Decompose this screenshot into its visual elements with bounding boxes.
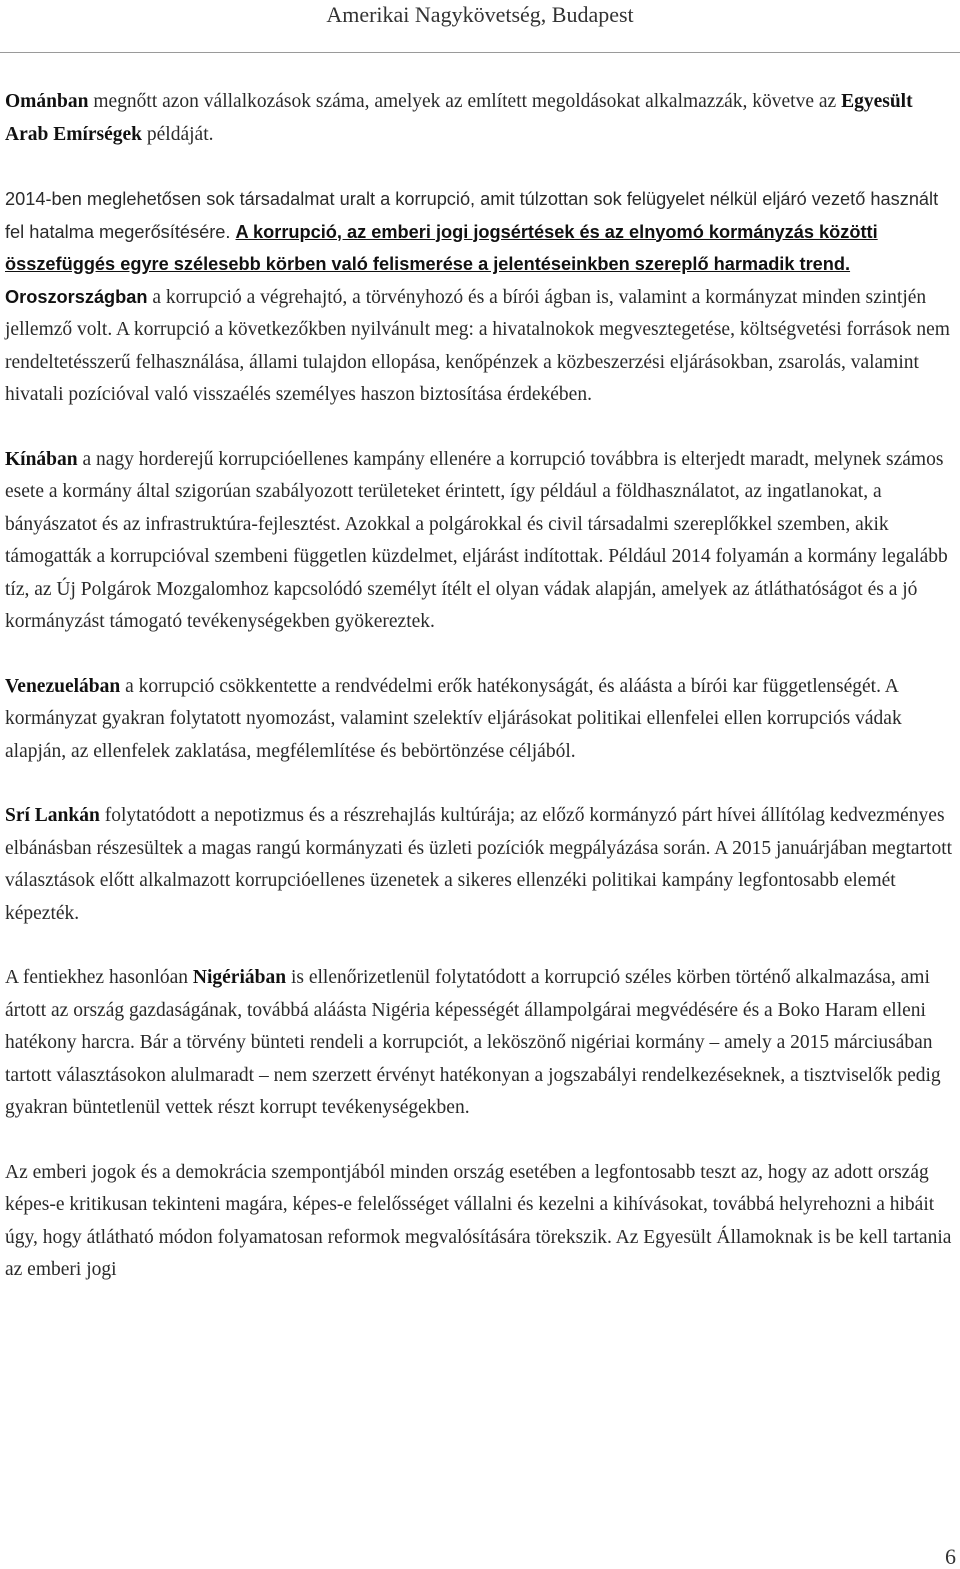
highlighted-trend: A korrupció, az emberi jogi jogsértések és az elnyomó kormányzás közötti összefüggés egyre szélesebb körben való felismerése a jelentéseinkben szereplő harmadik trend.: [5, 221, 878, 274]
paragraph-oman: [5, 86, 955, 151]
country-sri-lanka: Srí Lankán: [5, 805, 100, 826]
paragraph-text: a korrupció csökkentette a rendvédelmi erők hatékonyságát, és aláásta a bírói kar függetlenségét. A kormányzat gyakran folytatott nyomozást, valamint szelektív eljárásokat politikai ellenfelei ellen korrupciós vádak alapján, az ellenfelek zaklatása, megfélemlítése és bebörtönzése céljából.: [5, 675, 902, 762]
country-nigeria: Nigériában: [192, 967, 287, 988]
paragraph-conclusion: [5, 1157, 955, 1287]
paragraph-text: megnőtt azon vállalkozások száma, amelyek az említett megoldásokat alkalmazzák, követve az: [88, 91, 842, 112]
paragraph-text: a korrupció a végrehajtó, a törvényhozó és a bírói ágban is, valamint a kormányzat minden szintjén jellemző volt. A korrupció a következőkben nyilvánult meg: a hivatalnokok megvesztegetése, költségvetési források nem rendeltetésszerű felhasználása, állami tulajdon ellopása, kenőpénzek a közbeszerzési eljárásokban, zsarolás, valamint hivatali pozícióval való visszaélés személyes haszon biztosítása érdekében.: [5, 286, 950, 405]
running-header: Amerikai Nagykövetség, Budapest: [326, 2, 634, 27]
paragraph-russia: [5, 281, 955, 412]
paragraph-text: A fentiekhez hasonlóan: [5, 967, 193, 988]
document-body: [5, 86, 955, 1287]
paragraph-nigeria: [5, 962, 955, 1125]
country-venezuela: Venezuelában: [5, 675, 121, 697]
header-divider: [0, 52, 960, 53]
paragraph-text: 2014-ben meglehetősen sok társadalmat uralt a korrupció, amit túlzottan sok felügyelet nélkül eljáró vezető használt fel hatalma megerősítésére.: [5, 189, 939, 242]
page-number: 6: [945, 1544, 956, 1569]
paragraph-text: a nagy horderejű korrupcióellenes kampány ellenére a korrupció továbbra is elterjedt maradt, melynek számos esete a kormány által szigorúan szabályozott területeket érintett, így például a földhasználatot, az ingatlanokat, a bányászatot és az infrastruktúra-fejlesztést. Azokkal a polgárokkal és civil társadalmi szereplőkkel szemben, akik támogatták a korrupcióval szembeni független küzdelmet, eljárást indítottak. Például 2014 folyamán a kormány legalább tíz, az Új Polgárok Mozgalomhoz kapcsolódó személyt ítélt el olyan vádak alapján, amelyek az átláthatóságot és a jó kormányzást támogató tevékenységekben gyökereztek.: [5, 448, 948, 632]
country-china: Kínában: [5, 448, 78, 470]
country-russia: Oroszországban: [5, 286, 148, 307]
paragraph-text: is ellenőrizetlenül folytatódott a korrupció széles körben történő alkalmazása, ami ártott az ország gazdaságának, továbbá aláásta Nigéria képességét állampolgárai megvédésére és a Boko Haram elleni hatékony harcra. Bár a törvény bünteti rendeli a korrupciót, a leköszönő nigériai kormány – amely a 2015 márciusában tartott választásokon alulmaradt – nem szerzett érvényt hatékonyan a jogszabályi rendelkezéseknek, a tisztviselők pedig gyakran büntetlenül vettek részt korrupt tevékenységekben.: [5, 967, 941, 1118]
country-oman: Ománban: [5, 91, 89, 112]
paragraph-text: folytatódott a nepotizmus és a részrehajlás kultúrája; az előző kormányzó párt hívei állítólag kedvezményes elbánásban részesültek a magas rangú kormányzati és üzleti pozíciók megpályázása során. A 2015 januárjában megtartott választások előtt alkalmazott korrupcióellenes üzenetek a sikeres ellenzéki politikai kampány legfontosabb elemét képezték.: [5, 805, 953, 924]
paragraph-china: [5, 444, 955, 639]
paragraph-venezuela: [5, 671, 955, 769]
paragraph-text: példáját.: [142, 123, 214, 145]
paragraph-text: Az emberi jogok és a demokrácia szempontjából minden ország esetében a legfontosabb teszt az, hogy az adott ország képes-e kritikusan tekinteni magára, képes-e felelősséget vállalni és kezelni a kihívásokat, továbbá helyrehozni a hibáit úgy, hogy átlátható módon folyamatosan reformok megvalósítására törekszik. Az Egyesült Államoknak is be kell tartania az emberi jogi: [5, 1161, 952, 1280]
country-uae: Egyesült Arab Emírségek: [5, 91, 913, 145]
paragraph-trend: [5, 183, 955, 281]
paragraph-sri-lanka: [5, 800, 955, 930]
